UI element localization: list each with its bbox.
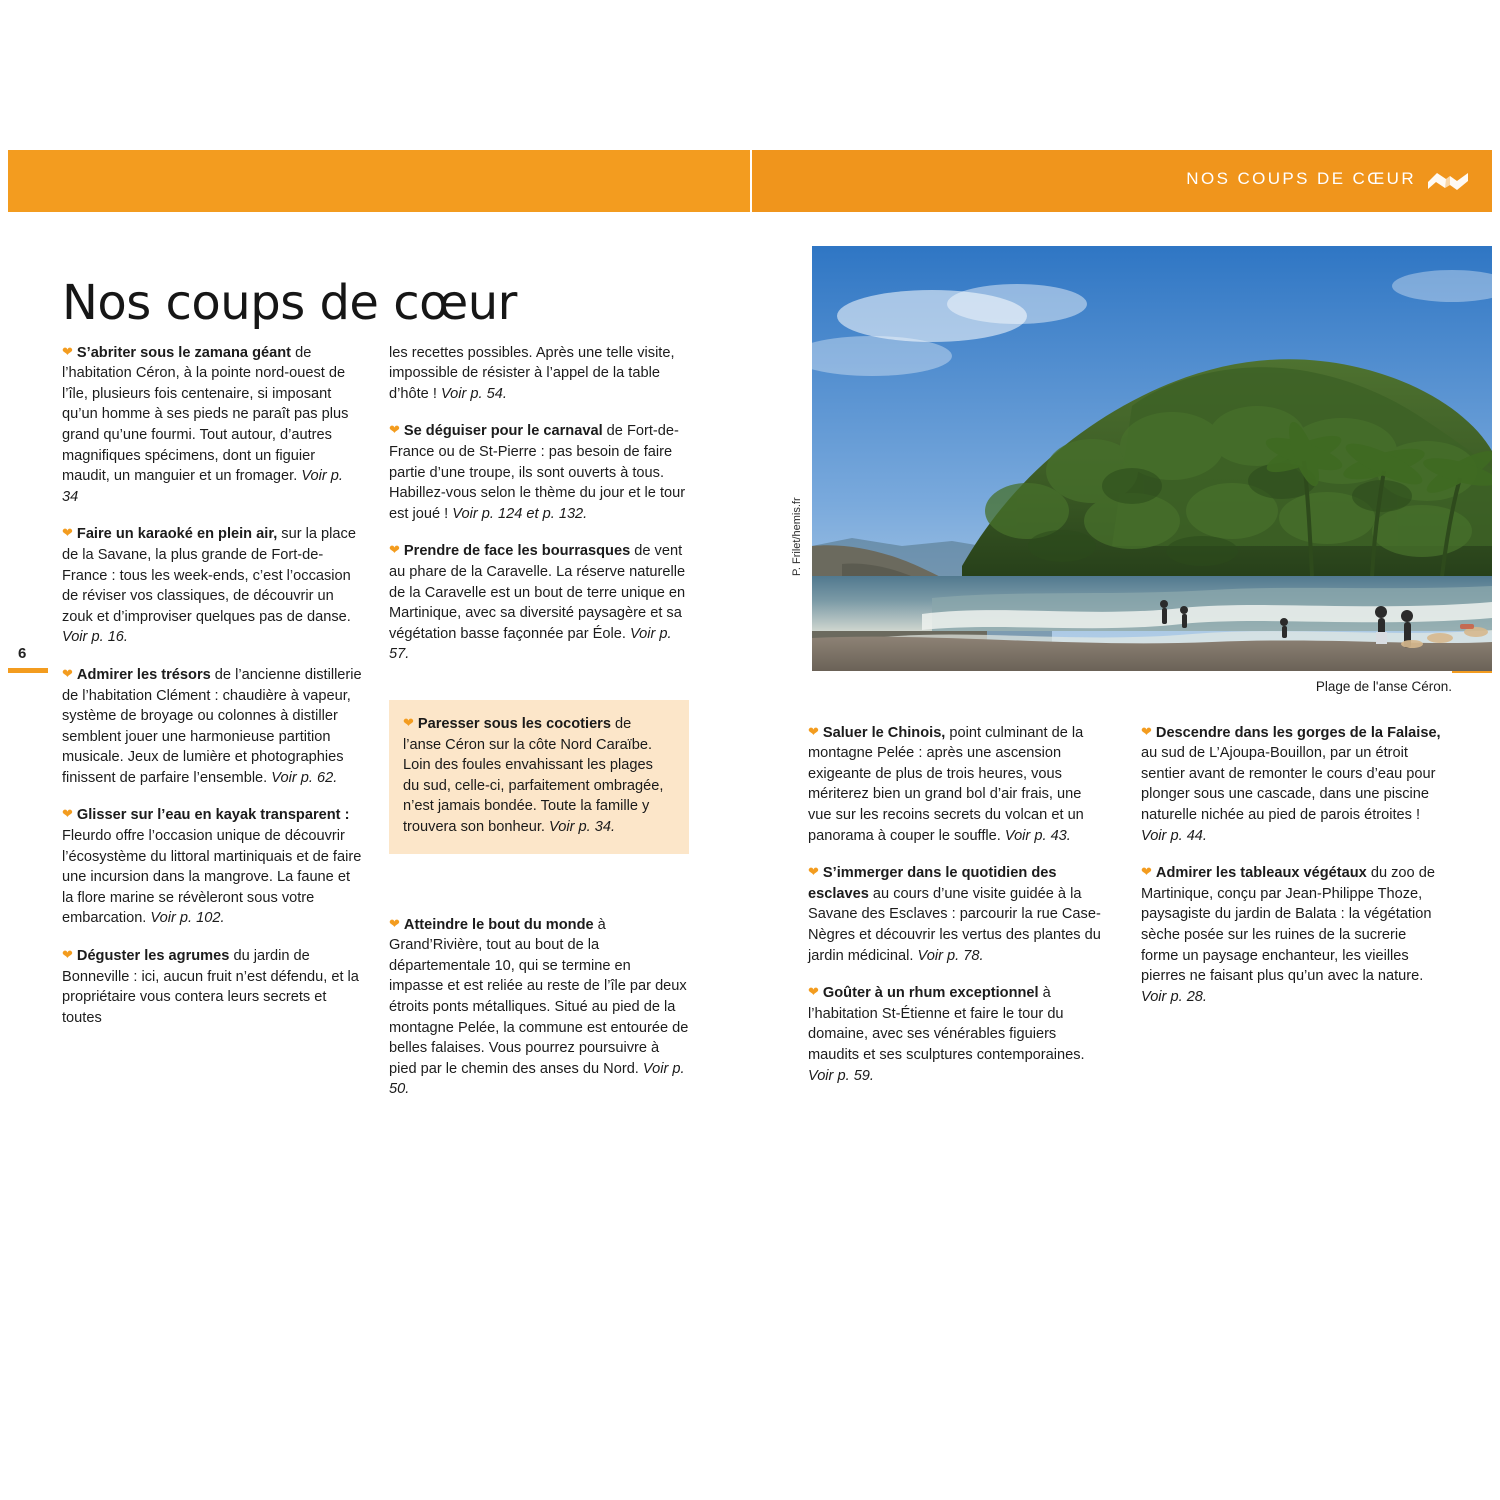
callout-lead: Paresser sous les cocotiers (417, 716, 611, 732)
list-item (808, 863, 1108, 966)
heart-bullet-icon: ❤ (62, 665, 73, 681)
list-item (62, 946, 362, 1028)
entry-body: les recettes possibles. Après une telle visite, impossible de résister à l’appel de la table d’hôte ! (389, 344, 675, 402)
callout-body: de l’anse Céron sur la côte Nord Caraïbe. Loin des foules envahissant les plages du sud, celle-ci, parfaitement ombragée, n’est jamais bondée. Toute la famille y trouvera son bonheur. (403, 716, 664, 835)
heart-bullet-icon: ❤ (62, 343, 73, 359)
list-item (1141, 863, 1441, 1007)
entry-lead: Atteindre le bout du monde (403, 916, 594, 933)
heart-bullet-icon: ❤ (808, 723, 819, 739)
entry-body: du jardin de Bonneville : ici, aucun fruit n’est défendu, et la propriétaire vous contera leurs secrets et toutes (62, 948, 359, 1026)
running-title: NOS COUPS DE CŒUR (1186, 169, 1416, 188)
entry-ref: Voir p. 44. (1141, 827, 1207, 844)
text-column-1 (62, 328, 362, 1028)
entry-body: de l’habitation Céron, à la pointe nord-ouest de l’île, plusieurs fois centenaire, si imposant qu’un homme à ses pieds ne paraît pas plus grand qu’une fourmi. Tout autour, d’autres magnifiques spécimens, dont un figuier maudit, un manguier et un fromager. (62, 344, 349, 485)
heart-bullet-icon: ❤ (389, 915, 400, 931)
photo-credit: P. Frilet/hemis.fr (791, 497, 803, 576)
entry-ref: Voir p. 43. (1004, 827, 1071, 844)
photo-caption: Plage de l'anse Céron. (1315, 679, 1452, 694)
heart-bullet-icon: ❤ (808, 984, 819, 1000)
entry-body: de l’ancienne distillerie de l’habitation Clément : chaudière à vapeur, système de broyage ou colonnes à distiller semblent jouer une harmonieuse partition musicale. Jeux de lumière et photographies finissent de parfaire l’ensemble. (62, 666, 362, 786)
list-item (389, 915, 689, 1100)
text-column-2 (389, 328, 689, 665)
entry-body: sur la place de la Savane, la plus grande de Fort-de-France : tous les week-ends, c’est l’occasion de réviser vos classiques, de découvrir un zouk et d’improviser quelques pas de danse. (62, 526, 356, 625)
heart-bullet-icon: ❤ (62, 525, 73, 541)
folio-left: 6 (18, 645, 27, 662)
entry-lead: S’immerger dans le quotidien des esclaves (808, 865, 1057, 902)
entry-lead: Goûter à un rhum exceptionnel (822, 985, 1039, 1002)
entry-ref: Voir p. 34 (62, 468, 343, 505)
entry-ref: Voir p. 28. (1141, 988, 1207, 1005)
heart-bullet-icon: ❤ (389, 542, 400, 558)
entry-lead: Descendre dans les gorges de la Falaise, (1155, 724, 1441, 741)
list-item (62, 805, 362, 929)
text-column-3 (808, 708, 1108, 1086)
list-item (808, 723, 1108, 847)
entry-lead: Se déguiser pour le carnaval (403, 423, 603, 440)
entry-lead: Admirer les tableaux végétaux (1155, 865, 1367, 882)
entry-body: point culminant de la montagne Pelée : après une ascension exigeante de plus de trois heures, vous mériterez bien un grand bol d’air frais, une vue sur les recoins secrets du volcan et un panorama à couper le souffle. (808, 724, 1084, 844)
entry-body: à l’habitation St-Étienne et faire le tour du domaine, avec ses vénérables figuiers maudits et ses sculptures contemporaines. (808, 985, 1085, 1063)
entry-body: de Fort-de-France ou de St-Pierre : pas besoin de faire partie d’une troupe, ils sont ouverts à tous. Habillez-vous selon le thème du jour et le tour est joué ! (389, 423, 686, 522)
list-item (808, 983, 1108, 1086)
entry-body: au sud de L’Ajoupa-Bouillon, par un étroit sentier avant de remonter le cours d’eau pour plonger sous une cascade, dans une piscine naturelle nichée au pied de parois étroites ! (1141, 745, 1436, 823)
entry-ref: Voir p. 16. (62, 629, 128, 646)
entry-ref: Voir p. 124 et p. 132. (452, 505, 588, 522)
entry-ref: Voir p. 59. (808, 1067, 874, 1084)
entry-body: Fleurdo offre l’occasion unique de découvrir l’écosystème du littoral martiniquais et de faire une incursion dans la mangrove. La faune et la flore marine se révèleront sous votre embarcation. (62, 828, 362, 927)
entry-lead: Faire un karaoké en plein air, (76, 526, 278, 543)
entry-body: au cours d’une visite guidée à la Savane des Esclaves : parcourir la rue Case-Nègres et découvrir les vertus des plantes du jardin médicinal. (808, 885, 1101, 964)
entry-body: du zoo de Martinique, conçu par Jean-Philippe Thoze, paysagiste du jardin de Balata : la végétation sèche posée sur les ruines de la sucrerie forme un paysage enchanteur, les vieilles pierres ne faisant plus qu’un avec la nature. (1141, 865, 1435, 985)
list-item (389, 541, 689, 665)
text-column-2-lower (389, 900, 689, 1100)
handshake-icon (1426, 168, 1470, 194)
entry-ref: Voir p. 57. (389, 625, 672, 663)
entry-lead: Prendre de face les bourrasques (403, 543, 631, 560)
entry-lead: S’abriter sous le zamana géant (76, 344, 292, 361)
heart-bullet-icon: ❤ (1141, 864, 1152, 880)
highlight-callout (389, 700, 689, 854)
heart-bullet-icon: ❤ (1141, 723, 1152, 739)
heart-bullet-icon: ❤ (808, 864, 819, 880)
entry-lead: Admirer les trésors (76, 666, 211, 683)
entry-ref: Voir p. 50. (389, 1060, 685, 1098)
entry-lead: Déguster les agrumes (76, 948, 230, 965)
heart-bullet-icon: ❤ (389, 422, 400, 438)
text-column-4 (1141, 708, 1441, 1007)
list-item-continuation (389, 343, 689, 405)
entry-body: à Grand’Rivière, tout au bout de la départementale 10, qui se termine en impasse et est reliée au reste de l’île par deux étroits ponts métalliques. Situé au pied de la montagne Pelée, la commune est entourée de belles falaises. Vous pourrez poursuivre à pied par le chemin des anses du Nord. (389, 916, 689, 1077)
entry-ref: Voir p. 102. (150, 910, 225, 927)
entry-ref: Voir p. 62. (271, 769, 338, 786)
heart-bullet-icon: ❤ (403, 715, 414, 730)
heart-bullet-icon: ❤ (62, 947, 73, 963)
entry-lead: Glisser sur l’eau en kayak transparent : (76, 807, 350, 824)
heart-bullet-icon: ❤ (62, 806, 73, 822)
callout-ref: Voir p. 34. (549, 818, 616, 835)
page-title: Nos coups de cœur (62, 275, 517, 332)
entry-ref: Voir p. 54. (440, 385, 507, 402)
entry-lead: Saluer le Chinois, (822, 724, 946, 741)
entry-body: de vent au phare de la Caravelle. La réserve naturelle de la Caravelle est un bout de terre unique en Martinique, avec sa diversité paysagère et sa végétation basse façonnée par Éole. (389, 543, 686, 642)
entry-ref: Voir p. 78. (917, 947, 984, 964)
list-item (62, 343, 362, 508)
header-bar-left (8, 150, 750, 212)
list-item (62, 524, 362, 648)
photo-anse-ceron (812, 246, 1492, 671)
list-item (389, 421, 689, 524)
list-item (62, 665, 362, 789)
folio-left-rule (8, 668, 48, 673)
list-item (1141, 723, 1441, 847)
